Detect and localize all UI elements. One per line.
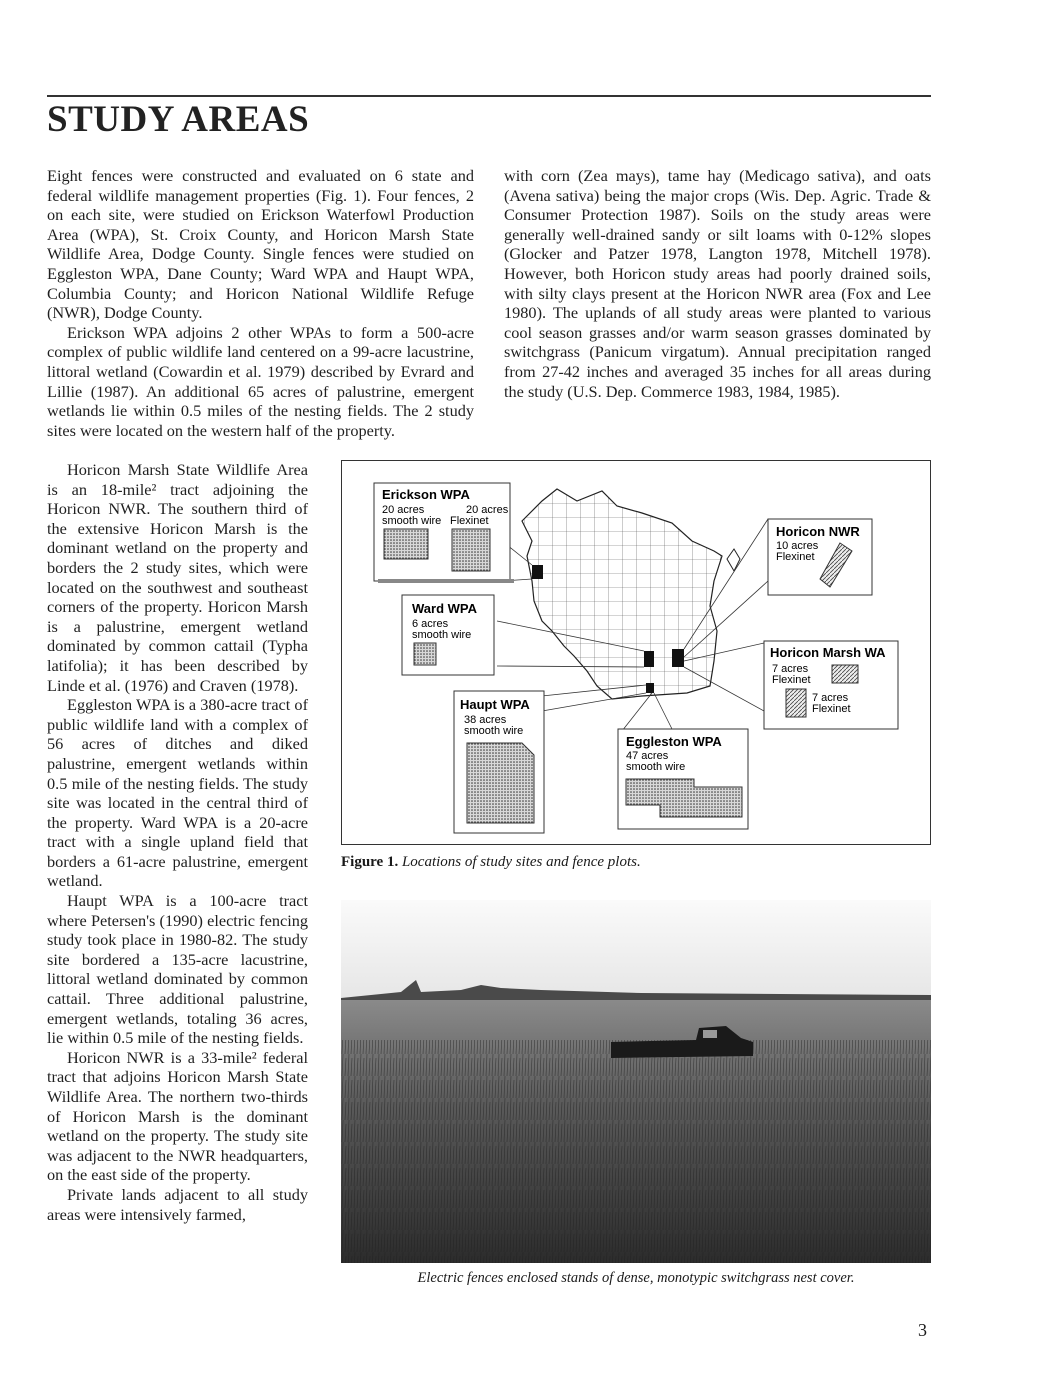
right-column: [504, 166, 931, 401]
page-number: 3: [918, 1320, 927, 1340]
switchgrass-photo: [341, 900, 931, 1263]
svg-text:Horicon NWR: Horicon NWR: [776, 524, 860, 539]
paragraph: with corn (Zea mays), tame hay (Medicago sativa), and oats (Avena sativa) being the major crops (Wis. Dep. Agric. Trade & Consumer Protection 1987). Soils on the study areas were generally well-drained sandy or silt loams with 0-12% slopes (Glocker and Patzer 1978, Langton 1978, Mitchell 1978). However, both Horicon study areas had poorly drained soils, with silty clays present at the Horicon NWR area (Fox and Lee 1980). The uplands of all study areas were planted to various cool season grasses and/or warm season grasses dominated by switchgrass (Panicum virgatum). Annual precipitation ranged from 27-42 inches and averaged 35 inches for all areas during the study (U.S. Dep. Commerce 1983, 1984, 1985).: [504, 166, 931, 401]
svg-text:Eggleston WPA: Eggleston WPA: [626, 734, 722, 749]
photo-caption: Electric fences enclosed stands of dense, monotypic switchgrass nest cover.: [417, 1270, 855, 1286]
figure-caption: [341, 854, 641, 871]
figure-label: Figure 1.: [341, 854, 399, 870]
svg-text:smooth wire: smooth wire: [412, 629, 472, 641]
figure-1-map: [341, 460, 931, 845]
svg-text:47 acres: 47 acres: [626, 750, 669, 762]
paragraph: Erickson WPA adjoins 2 other WPAs to form a 500-acre complex of public wildlife land centered on a 99-acre lacustrine, littoral wetland (Cowardin et al. 1979) described by Evrard and Lillie (1987). An additional 65 acres of palustrine, emergent wetlands lie within 0.5 miles of the nesting fields. The 2 study sites were located on the western half of the property.: [47, 322, 474, 440]
paragraph: Horicon NWR is a 33-mile² federal tract that adjoins Horicon Marsh State Wildlife Area. The northern two-thirds of Horicon Marsh is the dominant wetland on the property. The study site was adjacent to the NWR headquarters, on the east side of the property.: [47, 1047, 308, 1185]
paragraph: Eggleston WPA is a 380-acre tract of public wildlife land with a complex of 56 acres of ditches and diked palustrine, emergent wetlands within 0.5 mile of the nesting fields. The study site was located in the central third of the property. Ward WPA is a 20-acre tract with a single upland field that borders a 61-acre palustrine, emergent wetland.: [47, 695, 308, 891]
svg-text:smooth wire: smooth wire: [382, 515, 442, 527]
svg-text:Horicon Marsh WA: Horicon Marsh WA: [770, 645, 886, 660]
figure-caption-text: Locations of study sites and fence plots.: [401, 854, 641, 870]
svg-text:7 acres: 7 acres: [812, 692, 849, 704]
paragraph: Private lands adjacent to all study areas were intensively farmed,: [47, 1184, 308, 1224]
ward-wpa-box: [402, 595, 494, 675]
svg-text:7 acres: 7 acres: [772, 663, 809, 675]
box-title: Erickson WPA: [382, 487, 470, 502]
svg-text:Ward WPA: Ward WPA: [412, 601, 477, 616]
eggleston-wpa-box: [618, 729, 748, 829]
svg-text:smooth wire: smooth wire: [626, 761, 686, 773]
svg-text:10 acres: 10 acres: [776, 540, 819, 552]
horicon-marsh-box: [764, 641, 898, 729]
svg-text:Flexinet: Flexinet: [450, 515, 489, 527]
paragraph: Haupt WPA is a 100-acre tract where Petersen's (1990) electric fencing study took place in 1980-82. The study site bordered a 135-acre lacustrine, littoral wetland dominated by common cattail. Three additional palustrine, emergent wetlands, totaling 36 acres, lie within 0.5 mile of the nesting fields.: [47, 891, 308, 1048]
svg-text:Flexinet: Flexinet: [772, 674, 811, 686]
left-column-top: [47, 166, 474, 440]
svg-text:20 acres: 20 acres: [466, 504, 509, 516]
svg-text:Flexinet: Flexinet: [776, 551, 815, 563]
svg-text:Haupt WPA: Haupt WPA: [460, 697, 530, 712]
svg-text:smooth wire: smooth wire: [464, 725, 524, 737]
svg-text:6 acres: 6 acres: [412, 618, 449, 630]
svg-text:38 acres: 38 acres: [464, 714, 507, 726]
top-rule: [47, 95, 931, 97]
paragraph: Horicon Marsh State Wildlife Area is an 18-mile² tract adjoining the Horicon NWR. The southern third of the extensive Horicon Marsh is the dominant wetland on the property and borders the 2 study sites, which were located on the southwest and southeast corners of the property. Horicon Marsh is a palustrine, emergent wetland dominated by common cattail (Typha latifolia); it has been described by Linde et al. (1976) and Craven (1978).: [47, 460, 308, 695]
left-column-narrow: [47, 460, 308, 1224]
haupt-wpa-box: [454, 691, 544, 833]
horicon-nwr-box: [768, 519, 872, 595]
svg-text:20 acres: 20 acres: [382, 504, 425, 516]
paragraph: Eight fences were constructed and evaluated on 6 state and federal wildlife management properties (Fig. 1). Four fences, 2 on each site, were studied on Erickson Waterfowl Production Area (WPA), St. Croix County, and Horicon Marsh State Wildlife Area, Dodge County. Single fences were studied on Eggleston WPA, Dane County; Ward WPA and Haupt WPA, Columbia County; and Horicon National Wildlife Refuge (NWR), Dodge County.: [47, 166, 474, 323]
section-title: STUDY AREAS: [47, 99, 310, 140]
svg-text:Flexinet: Flexinet: [812, 703, 851, 715]
erickson-wpa-box: [374, 483, 514, 583]
wisconsin-map: [522, 489, 740, 699]
